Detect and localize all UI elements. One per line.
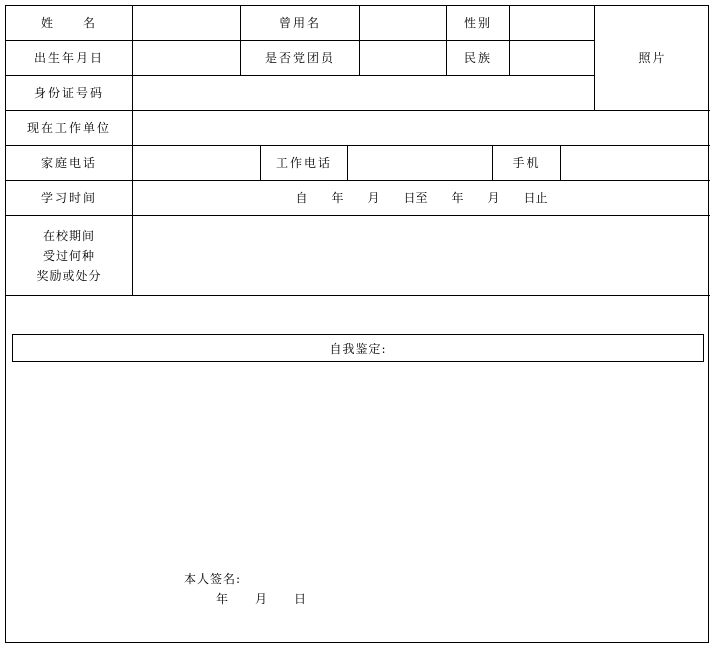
gender-field[interactable] bbox=[510, 6, 594, 40]
birth-date-field[interactable] bbox=[133, 41, 240, 75]
name-label: 姓 名 bbox=[40, 16, 97, 30]
signature-date: 年 月 日 bbox=[216, 592, 308, 606]
former-name-field[interactable] bbox=[360, 6, 446, 40]
party-member-field[interactable] bbox=[360, 41, 446, 75]
signature-label: 本人签名: bbox=[184, 572, 242, 586]
awards-label-line3: 奖励或处分 bbox=[36, 268, 102, 283]
id-number-field[interactable] bbox=[133, 76, 594, 110]
former-name-label: 曾用名 bbox=[278, 16, 321, 30]
self-evaluation-header: 自我鉴定: bbox=[12, 334, 704, 362]
work-unit-label: 现在工作单位 bbox=[26, 121, 111, 135]
birth-date-label: 出生年月日 bbox=[33, 51, 104, 65]
awards-label-line2: 受过何种 bbox=[42, 248, 95, 263]
ethnicity-field[interactable] bbox=[510, 41, 594, 75]
self-evaluation-field[interactable] bbox=[12, 363, 704, 563]
gender-label: 性别 bbox=[463, 16, 492, 30]
study-time-range[interactable]: 自 年 月 日至 年 月 日止 bbox=[295, 191, 548, 205]
awards-field[interactable] bbox=[133, 216, 710, 295]
mobile-field[interactable] bbox=[561, 146, 710, 180]
work-phone-label: 工作电话 bbox=[275, 156, 332, 170]
study-time-label: 学习时间 bbox=[40, 191, 97, 205]
home-phone-label: 家庭电话 bbox=[40, 156, 97, 170]
mobile-label: 手机 bbox=[512, 156, 541, 170]
row-divider bbox=[6, 295, 710, 296]
id-number-label: 身份证号码 bbox=[33, 86, 104, 100]
party-member-label: 是否党团员 bbox=[264, 51, 335, 65]
home-phone-field[interactable] bbox=[133, 146, 260, 180]
student-info-form bbox=[5, 5, 709, 643]
awards-label bbox=[6, 216, 132, 295]
awards-label-line1: 在校期间 bbox=[42, 228, 95, 243]
photo-label: 照片 bbox=[638, 51, 667, 65]
name-field[interactable] bbox=[133, 6, 240, 40]
work-unit-field[interactable] bbox=[133, 111, 710, 145]
ethnicity-label: 民族 bbox=[463, 51, 492, 65]
work-phone-field[interactable] bbox=[348, 146, 492, 180]
